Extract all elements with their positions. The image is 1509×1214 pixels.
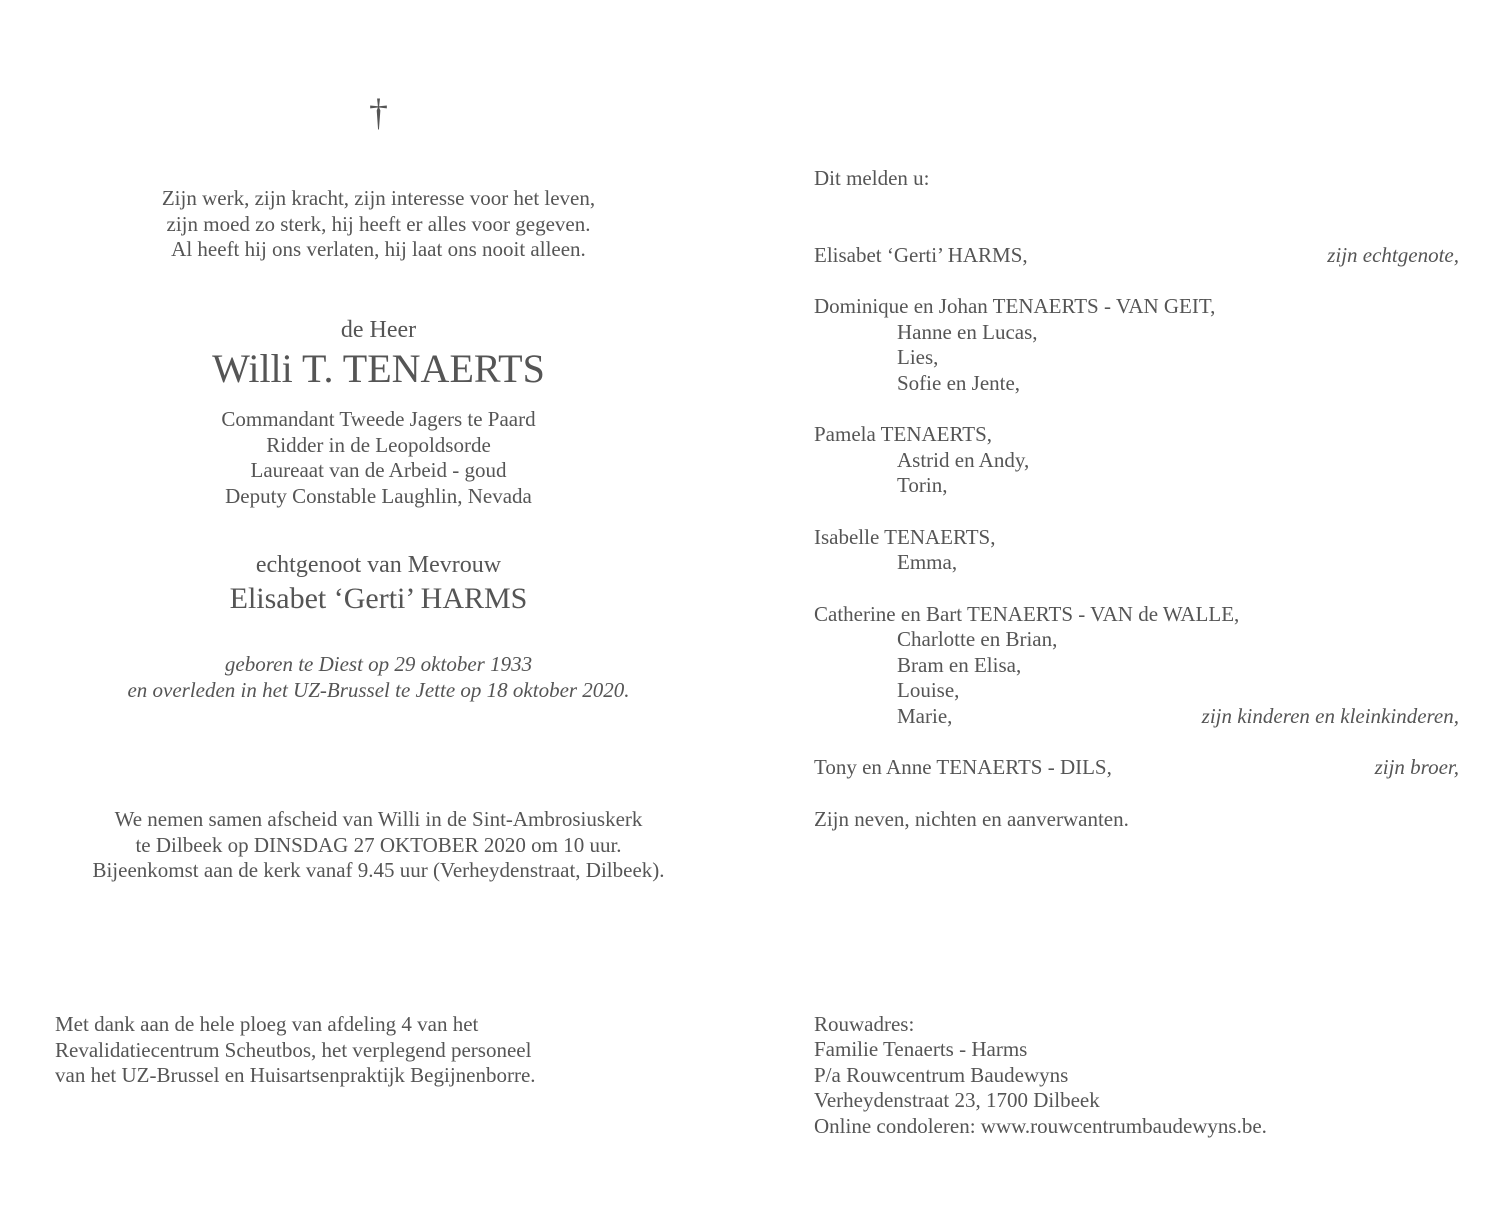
honor-line: Laureaat van de Arbeid - goud [250,458,507,483]
poem-line: zijn moed zo sterk, hij heeft er alles voor gegeven. [166,211,591,236]
cross-icon: † [369,92,388,134]
address-label: Rouwadres: [814,1012,915,1036]
brother-relation: zijn broer, [1374,755,1459,779]
honor-line: Deputy Constable Laughlin, Nevada [225,483,532,508]
death-line: en overleden in het UZ-Brussel te Jette op 18 oktober 2020. [127,677,630,702]
family-member: Sofie en Jente, [897,371,1021,395]
honor-line: Commandant Tweede Jagers te Paard [221,407,536,431]
family-member: Emma, [897,550,958,574]
thanks [55,1012,705,1089]
brother-row [814,755,1459,781]
address-line: P/a Rouwcentrum Baudewyns [814,1063,1069,1087]
family-announcement [814,0,1459,1214]
family-head: Pamela TENAERTS, [814,422,992,446]
family-head: Isabelle TENAERTS, [814,525,996,549]
children-relation: zijn kinderen en kleinkinderen, [1201,704,1459,728]
deceased-title: de Heer [340,317,417,343]
deceased-name: Willi T. TENAERTS [212,346,545,391]
family-member: Lies, [897,345,939,369]
family-member: Bram en Elisa, [897,653,1022,677]
family-member: Louise, [897,678,960,702]
farewell-line: Bijeenkomst aan de kerk vanaf 9.45 uur (Verheydenstraat, Dilbeek). [92,858,665,883]
family-head: Dominique en Johan TENAERTS - VAN GEIT, [814,294,1216,318]
thanks-line: van het UZ-Brussel en Huisartsenpraktijk Begijnenborre. [55,1063,536,1088]
family-member: Hanne en Lucas, [897,320,1038,344]
condolence-line: Online condoleren: www.rouwcentrumbaudewyns.be. [814,1114,1267,1138]
honor-line: Ridder in de Leopoldsorde [266,432,491,457]
address-line: Verheydenstraat 23, 1700 Dilbeek [814,1088,1100,1112]
family-head: Catherine en Bart TENAERTS - VAN de WALLE, [814,602,1240,626]
brother-name: Tony en Anne TENAERTS - DILS, [814,755,1112,779]
family-member: Torin, [897,473,948,497]
poem-line: Zijn werk, zijn kracht, zijn interesse voor het leven, [161,186,596,210]
life-dates [55,652,702,703]
farewell-line: We nemen samen afscheid van Willi in de Sint-Ambrosiuskerk [114,807,643,831]
spouse-row-name: Elisabet ‘Gerti’ HARMS, [814,243,1028,267]
family-member: Astrid en Andy, [897,448,1030,472]
family-member-row [814,704,1459,730]
farewell-notice [55,807,702,884]
poem-line: Al heeft hij ons verlaten, hij laat ons nooit alleen. [171,237,586,262]
spouse-intro: echtgenoot van Mevrouw [255,552,502,578]
family-member: Charlotte en Brian, [897,627,1058,651]
spouse-relation: zijn echtgenote, [1327,243,1459,267]
intro: Dit melden u: [814,166,930,190]
honors [55,407,702,509]
spouse-row [814,243,1459,269]
thanks-line: Met dank aan de hele ploeg van afdeling 4 van het [55,1012,479,1036]
address-line: Familie Tenaerts - Harms [814,1037,1028,1061]
birth-line: geboren te Diest op 29 oktober 1933 [224,652,533,676]
thanks-line: Revalidatiecentrum Scheutbos, het verplegend personeel [55,1037,532,1062]
relatives: Zijn neven, nichten en aanverwanten. [814,807,1129,831]
spouse-name: Elisabet ‘Gerti’ HARMS [229,582,528,615]
farewell-line: te Dilbeek op DINSDAG 27 OKTOBER 2020 om 10 uur. [135,832,622,857]
poem [55,186,702,263]
family-member: Marie, [897,704,953,728]
